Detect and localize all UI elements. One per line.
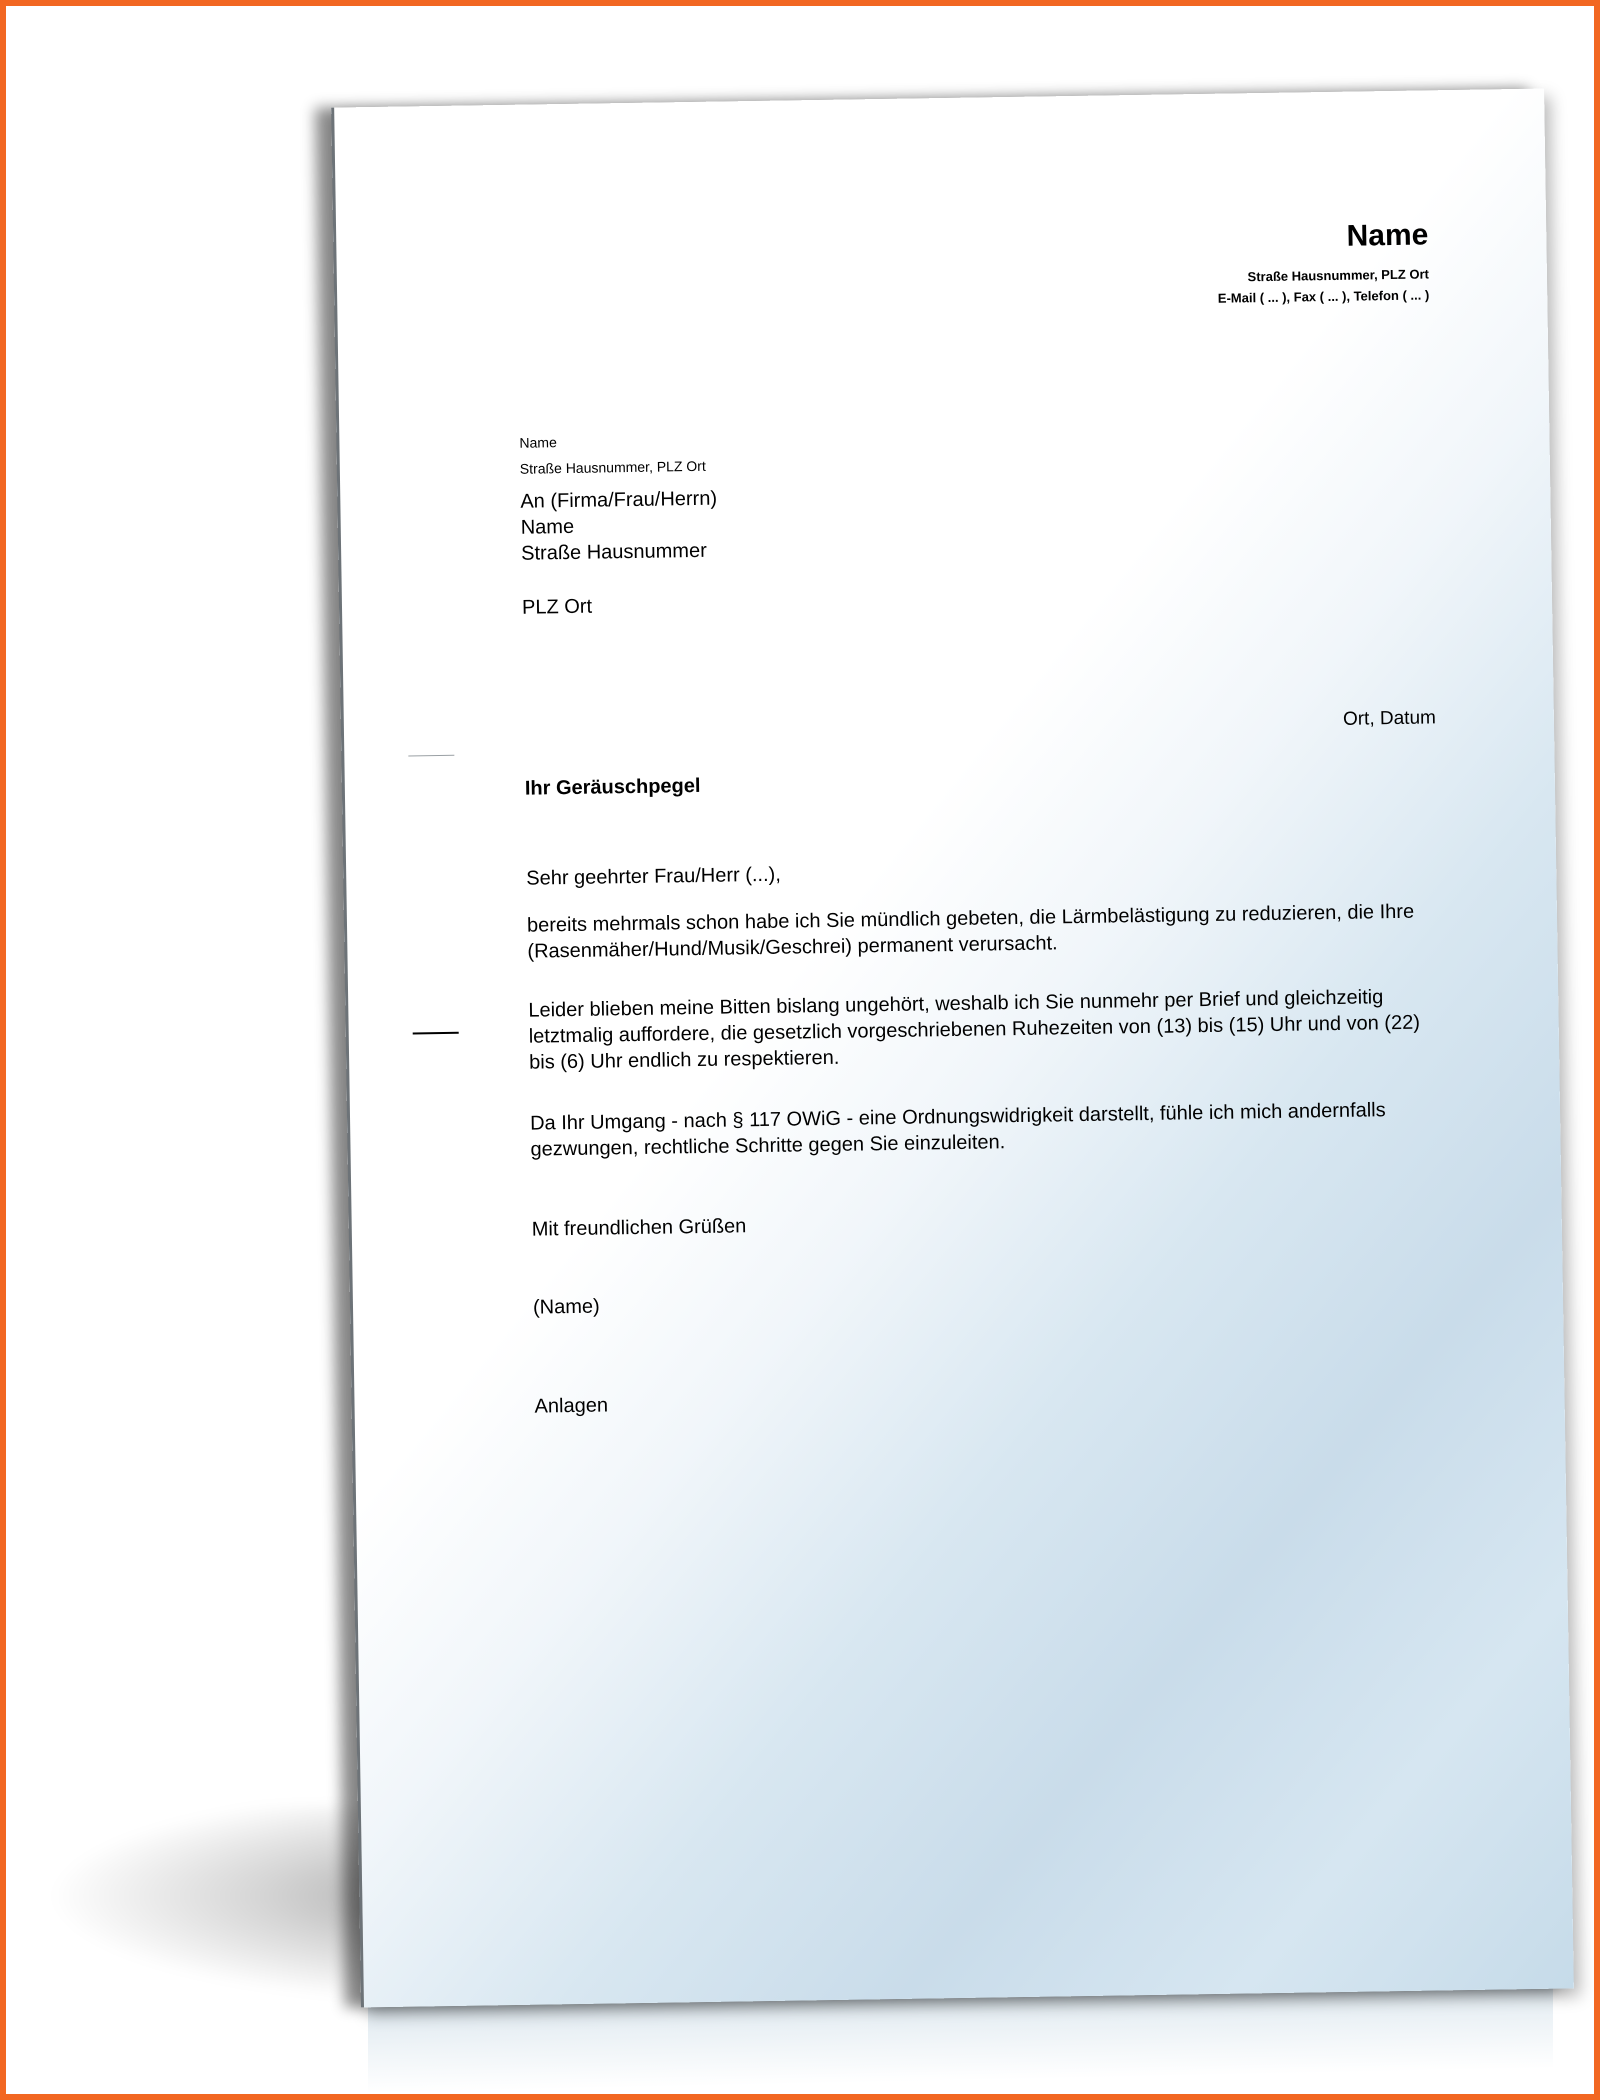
- fold-mark: [408, 755, 454, 757]
- recipient-street: Straße Hausnummer: [521, 539, 707, 565]
- sender-address: Straße Hausnummer, PLZ Ort: [1247, 266, 1430, 285]
- sender-name: Name: [1346, 218, 1429, 253]
- recipient-block: [520, 486, 718, 567]
- enclosures: Anlagen: [534, 1394, 609, 1418]
- subject-line: Ihr Geräuschpegel: [524, 774, 701, 800]
- sender-contact: E-Mail ( ... ), Fax ( ... ), Telefon ( ... ): [1217, 287, 1430, 306]
- recipient-name: Name: [520, 515, 575, 539]
- salutation: Sehr geehrter Frau/Herr (...),: [526, 863, 781, 890]
- body-paragraph: Da Ihr Umgang - nach § 117 OWiG - eine Ordnungswidrigkeit darstellt, fühle ich mich andernfalls gezwungen, rechtliche Schritte gegen Sie einzuleiten.: [529, 1099, 1386, 1161]
- signature: (Name): [532, 1295, 600, 1319]
- closing: Mit freundlichen Grüßen: [531, 1215, 747, 1241]
- letter-page: [331, 89, 1574, 2008]
- punch-mark: [413, 1032, 459, 1035]
- return-address-street: Straße Hausnummer, PLZ Ort: [519, 457, 706, 477]
- body-paragraph: bereits mehrmals schon habe ich Sie mündlich gebeten, die Lärmbelästigung zu reduzieren, die Ihre (Rasenmäher/Hund/Musik/Geschrei) permanent verursacht.: [526, 900, 1415, 963]
- recipient-city: PLZ Ort: [521, 595, 593, 619]
- return-address-name: Name: [519, 434, 557, 451]
- body-paragraph: Leider blieben meine Bitten bislang ungehört, weshalb ich Sie nunmehr per Brief und gleichzeitig letztmalig auffordere, die gesetzlich vorgeschriebenen Ruhezeiten von (13) bis (15) Uhr und von (22) bis (6) Uhr endlich zu respektieren.: [528, 986, 1421, 1074]
- recipient-line: An (Firma/Frau/Herrn): [520, 487, 718, 513]
- place-date: Ort, Datum: [1342, 707, 1437, 730]
